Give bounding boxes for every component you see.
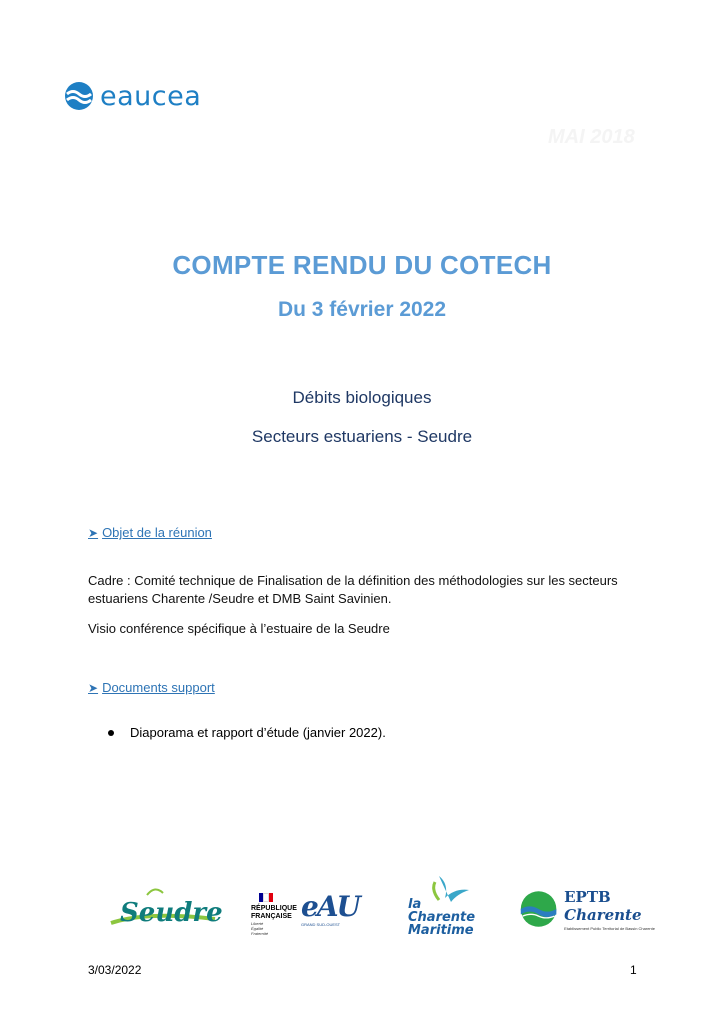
smb-seudre-logo-text: Seudre [120,898,223,928]
footer-date: 3/03/2022 [88,963,142,977]
list-item [108,725,386,740]
objective-heading-label: Objet de la réunion [102,525,212,540]
visio-paragraph: Visio conférence spécifique à l’estuaire de la Seudre [88,621,390,636]
documents-heading [88,680,215,695]
document-topic: Débits biologiques [292,388,432,407]
arrow-bullet-icon: ➤ [88,680,99,695]
document-title: COMPTE RENDU DU COTECH [172,250,552,280]
document-sector: Secteurs estuariens - Seudre [251,427,473,446]
eptb-charente-logo: EPTB Charente Etablissement Public Territorial de Bassin Charente [519,884,679,934]
republique-francaise-logo: RÉPUBLIQUE FRANÇAISE Liberté Égalité Fraternité [251,893,299,936]
list-item-label: Diaporama et rapport d’étude (janvier 2022). [130,725,386,740]
arrow-bullet-icon: ➤ [88,525,99,540]
eptb-globe-icon [519,887,558,931]
eaucea-logo [64,78,201,114]
date-watermark: MAI 2018 [548,126,635,148]
page-number: 1 [630,963,637,977]
objective-heading [88,525,212,540]
brand-name: eaucea [100,80,202,112]
eaucea-wave-icon [64,81,94,111]
bullet-icon [108,730,114,736]
document-subtitle: Du 3 février 2022 [277,298,447,321]
agence-eau-logo: eAU GRAND SUD-OUEST [301,890,359,927]
documents-heading-label: Documents support [102,680,215,695]
context-paragraph: Cadre : Comité technique de Finalisation de la définition des méthodologies sur les secteurs estuariens Charente /Seudre et DMB Saint Savinien. [88,573,618,606]
charente-maritime-logo: la Charente Maritime [408,897,476,938]
french-flag-icon [259,893,273,902]
